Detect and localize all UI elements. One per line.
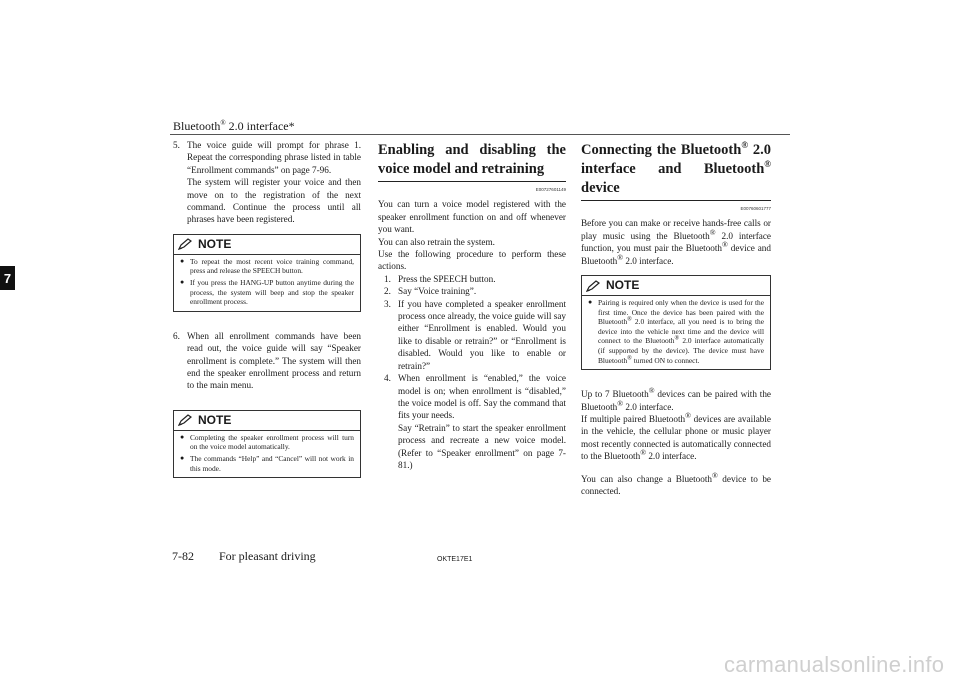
column-1 xyxy=(173,139,361,486)
note-box-1 xyxy=(173,234,361,312)
note-title: NOTE xyxy=(198,413,232,428)
note-box-2 xyxy=(173,410,361,478)
note-header xyxy=(582,276,770,296)
note-item: ● To repeat the most recent voice training command, press and release the SPEECH button. xyxy=(180,256,354,276)
note-header xyxy=(174,411,360,431)
header-rule xyxy=(170,134,790,135)
note-item: ● If you press the HANG-UP button anytime during the process, the system will beep and stop the speaker enrollment process. xyxy=(180,278,354,307)
section-title: Connecting the Bluetooth® 2.0 interface and Bluetooth® device xyxy=(581,140,771,196)
paragraph: You can turn a voice model registered with the speaker enrollment function on and off whenever you want. xyxy=(378,199,566,235)
step-4-continued: Say “Retrain” to start the speaker enrollment process and recreate a new voice model. (Refer to “Speaker enrollment” on page 7-81.) xyxy=(398,422,566,470)
step-item: 2. Say “Voice training”. xyxy=(384,286,477,297)
bullet-icon: ● xyxy=(588,298,593,307)
paragraph: Use the following procedure to perform these actions. xyxy=(378,249,566,272)
pencil-note-icon xyxy=(178,238,192,250)
section-code: E00727601149 xyxy=(535,187,566,192)
paragraph: You can also change a Bluetooth® device to be connected. xyxy=(581,470,771,497)
step-item: 4. When enrollment is “enabled,” the voice model is on; when enrollment is “disabled,” the voice model is off. Say the command that fits your needs. xyxy=(384,373,566,421)
pencil-note-icon xyxy=(178,414,192,426)
footer-title: For pleasant driving xyxy=(219,549,316,563)
paragraph: If multiple paired Bluetooth® devices are available in the vehicle, the cellular phone or music player most recently connected is automatically connected to the Bluetooth® 2.0 interface. xyxy=(581,410,771,462)
step-5-continued: The system will register your voice and then move on to the registration of the next command. Continue the process until all phrases have been registered. xyxy=(187,177,361,225)
document-code: OKTE17E1 xyxy=(437,556,473,563)
chapter-tab: 7 xyxy=(0,266,15,290)
section-rule xyxy=(581,200,771,201)
bullet-icon: ● xyxy=(180,256,185,265)
step-6: 6. When all enrollment commands have been read out, the voice guide will say “Speaker enrollment is complete.” The system will then end the speaker enrollment process and return to the main menu. xyxy=(173,330,361,391)
column-3 xyxy=(581,139,771,497)
bullet-icon: ● xyxy=(180,432,185,441)
step-5: 5. The voice guide will prompt for phrase 1. Repeat the corresponding phrase listed in table “Enrollment commands” on page 7-96. xyxy=(173,140,361,175)
pencil-note-icon xyxy=(586,280,600,292)
section-title: Enabling and disabling the voice model and retraining xyxy=(378,142,566,177)
column-2 xyxy=(378,139,566,471)
step-item: 1. Press the SPEECH button. xyxy=(384,273,496,284)
note-title: NOTE xyxy=(606,278,640,293)
watermark: carmanualsonline.info xyxy=(724,652,945,677)
note-box-3 xyxy=(581,275,771,370)
step-item: 3. If you have completed a speaker enrollment process once already, the voice guide will say either “Enrollment is enabled. Would you like to disable or retrain?” or “Enrollment is disabled. Would you like to enable or retrain?” xyxy=(384,298,566,371)
bullet-icon: ● xyxy=(180,278,185,287)
page-number: 7-82 xyxy=(172,549,194,563)
note-item: ● The commands “Help” and “Cancel” will not work in this mode. xyxy=(180,454,354,473)
running-header: Bluetooth® 2.0 interface* xyxy=(173,119,295,133)
paragraph: Up to 7 Bluetooth® devices can be paired with the Bluetooth® 2.0 interface. xyxy=(581,386,771,412)
paragraph: You can also retrain the system. xyxy=(378,236,495,247)
bullet-icon: ● xyxy=(180,454,185,463)
note-item: ● Pairing is required only when the device is used for the first time. Once the device has been paired with the Bluetooth® 2.0 interface, all you need is to bring the device into the vehicle next time and the device will connect to the Bluetooth® 2.0 interface automatically (if supported by the device). The device must have Bluetooth® turned ON to connect. xyxy=(588,298,764,365)
note-header xyxy=(174,235,360,255)
note-title: NOTE xyxy=(198,237,232,252)
section-rule xyxy=(378,181,566,182)
section-code: E00760601777 xyxy=(740,206,771,211)
note-item: ● Completing the speaker enrollment process will turn on the voice model automatically. xyxy=(180,432,354,452)
paragraph: Before you can make or receive hands-free calls or play music using the Bluetooth® 2.0 interface function, you must pair the Bluetooth® device and Bluetooth® 2.0 interface. xyxy=(581,218,771,266)
